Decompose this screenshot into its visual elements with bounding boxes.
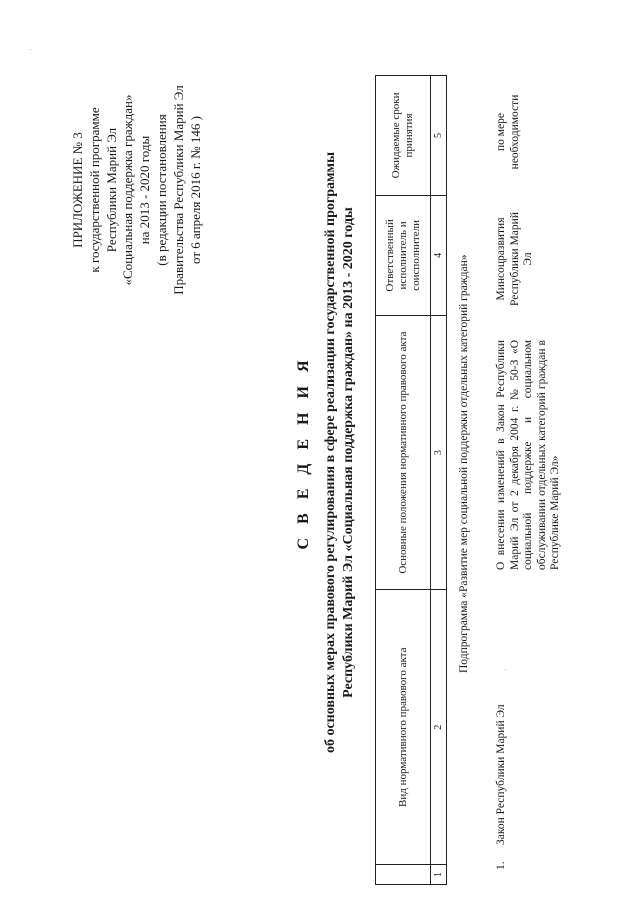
table-number-row: [431, 76, 447, 885]
column-number: 2: [431, 590, 447, 865]
column-number: 1: [431, 865, 447, 885]
annex-block: [70, 20, 204, 360]
row-term: по мере необходимости: [495, 94, 521, 170]
row-responsible: Минсоцразвития Республики Марий Эл: [495, 212, 534, 306]
title-line-2: Республики Марий Эл «Социальная поддержка граждан» на 2013 - 2020 годы: [341, 207, 356, 698]
column-number: 4: [431, 195, 447, 315]
document-heading: С В Е Д Е Н И Я: [295, 355, 312, 550]
scan-speck: [505, 669, 506, 670]
scan-speck: [30, 49, 31, 50]
title-line-1: об основных мерах правового регулирования в сфере реализации государственной программы: [323, 151, 338, 754]
header-provisions: Основные положения нормативного правового акта: [376, 315, 431, 590]
annex-line: к государственной программе: [86, 107, 102, 273]
annex-line: Правительства Республики Марий Эл: [170, 85, 186, 295]
subprogram-title: Подпрограмма «Развитие мер социальной поддержки отдельных категорий граждан»: [458, 254, 470, 673]
measures-table: [375, 75, 447, 885]
annex-line: «Социальная поддержка граждан»: [120, 94, 136, 286]
annex-line: на 2013 - 2020 годы: [137, 135, 153, 245]
header-act-type: Вид нормативного правового акта: [376, 590, 431, 865]
annex-line: Республики Марий Эл: [103, 127, 119, 253]
header-num: [376, 865, 431, 885]
table-header-row: [376, 76, 431, 885]
row-description: О внесении изменений в Закон Республики Марий Эл от 2 декабря 2004 г. № 50-З «О социальной поддержке и социальном обслуживании отдельных категорий граждан в Республике Марий Эл»: [495, 340, 561, 570]
header-responsible: Ответственный исполнитель и соисполнители: [376, 195, 431, 315]
column-number: 3: [431, 315, 447, 590]
row-number: 1.: [495, 861, 507, 870]
document-title: [322, 0, 358, 905]
annex-line: ПРИЛОЖЕНИЕ № 3: [70, 132, 85, 248]
row-act-type: Закон Республики Марий Эл: [495, 704, 507, 845]
annex-line: от 6 апреля 2016 г. № 146 ): [187, 116, 203, 264]
header-terms: Ожидаемые сроки принятия: [376, 76, 431, 196]
column-number: 5: [431, 76, 447, 196]
annex-line: (в редакции постановления: [153, 114, 169, 266]
